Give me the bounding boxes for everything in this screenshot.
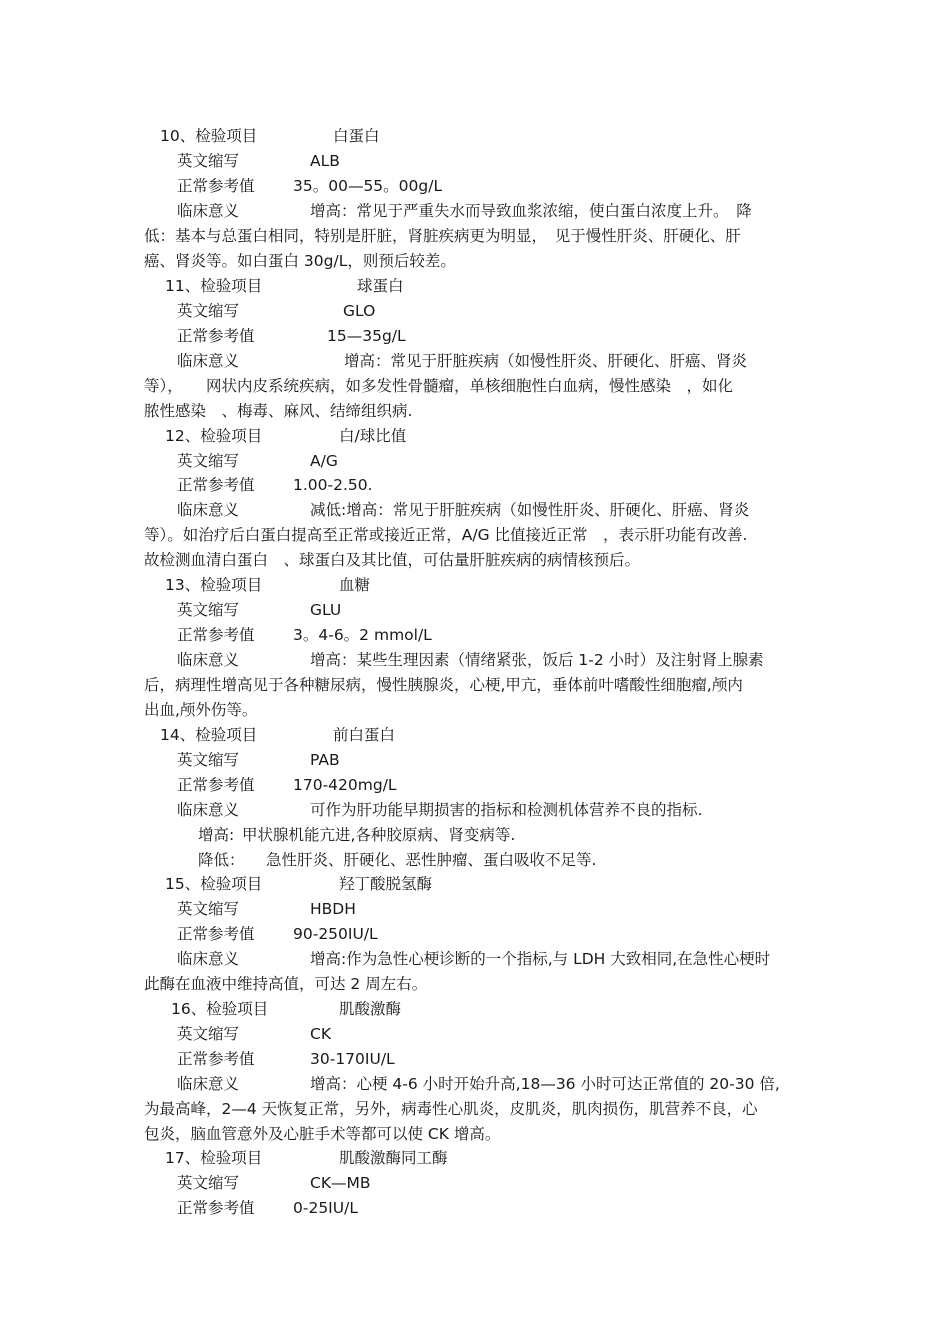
decrease-label: 降低： [198, 851, 245, 869]
ref-label: 正常参考值 [177, 776, 255, 794]
item-number-label: 14、检验项目 [160, 726, 258, 744]
item-number-label: 13、检验项目 [165, 576, 263, 594]
item-name: 前白蛋白 [333, 726, 396, 744]
ref-label: 正常参考值 [177, 177, 255, 195]
ref-label: 正常参考值 [177, 1050, 255, 1068]
clinical-text: 增高：常见于肝脏疾病（如慢性肝炎、肝硬化、肝癌、肾炎 [344, 352, 748, 370]
clinical-label: 临床意义 [177, 950, 240, 968]
abbr-label: 英文缩写 [177, 302, 240, 320]
item-name: 白/球比值 [339, 427, 407, 445]
abbr-value: A/G [310, 452, 338, 470]
abbr-label: 英文缩写 [177, 1174, 240, 1192]
abbr-value: HBDH [310, 900, 356, 918]
abbr-label: 英文缩写 [177, 152, 240, 170]
clinical-text: 低：基本与总蛋白相同，特别是肝脏，肾脏疾病更为明显， 见于慢性肝炎、肝硬化、肝 [144, 227, 741, 245]
clinical-text: 增高:作为急性心梗诊断的一个指标,与 LDH 大致相同,在急性心梗时 [310, 950, 771, 968]
item-name: 肌酸激酶 [339, 1000, 402, 1018]
clinical-text: 增高：某些生理因素（情绪紧张，饭后 1-2 小时）及注射肾上腺素 [310, 651, 764, 669]
clinical-label: 临床意义 [177, 801, 240, 819]
clinical-text: 包炎，脑血管意外及心脏手术等都可以使 CK 增高。 [144, 1125, 501, 1143]
abbr-value: ALB [310, 152, 340, 170]
increase-text: 甲状腺机能亢进,各种胶原病、肾变病等. [242, 826, 516, 844]
clinical-text: 增高：心梗 4-6 小时开始升高,18—36 小时可达正常值的 20-30 倍, [310, 1075, 780, 1093]
clinical-text: 等）， 网状内皮系统疾病，如多发性骨髓瘤，单核细胞性白血病，慢性感染 ，如化 [144, 377, 734, 395]
clinical-text: 脓性感染 、梅毒、麻风、结缔组织病. [144, 402, 413, 420]
item-number-label: 12、检验项目 [165, 427, 263, 445]
clinical-label: 临床意义 [177, 501, 240, 519]
item-name: 肌酸激酶同工酶 [339, 1149, 448, 1167]
item-name: 球蛋白 [357, 277, 404, 295]
item-name: 白蛋白 [333, 127, 380, 145]
abbr-label: 英文缩写 [177, 751, 240, 769]
ref-value: 0-25IU/L [293, 1199, 358, 1217]
ref-value: 15—35g/L [327, 327, 406, 345]
abbr-value: GLO [343, 302, 376, 320]
ref-label: 正常参考值 [177, 476, 255, 494]
clinical-text: 癌、肾炎等。如白蛋白 30g/L，则预后较差。 [144, 252, 456, 270]
clinical-label: 临床意义 [177, 202, 240, 220]
abbr-value: GLU [310, 601, 342, 619]
item-number-label: 16、检验项目 [171, 1000, 269, 1018]
item-number-label: 10、检验项目 [160, 127, 258, 145]
clinical-text: 可作为肝功能早期损害的指标和检测机体营养不良的指标. [310, 801, 703, 819]
clinical-label: 临床意义 [177, 352, 240, 370]
abbr-label: 英文缩写 [177, 1025, 240, 1043]
clinical-text: 出血,颅外伤等。 [144, 701, 258, 719]
item-number-label: 15、检验项目 [165, 875, 263, 893]
clinical-text: 后，病理性增高见于各种糖尿病，慢性胰腺炎，心梗,甲亢，垂体前叶嗜酸性细胞瘤,颅内 [144, 676, 743, 694]
ref-value: 170-420mg/L [293, 776, 397, 794]
item-number-label: 11、检验项目 [165, 277, 263, 295]
item-name: 羟丁酸脱氢酶 [339, 875, 433, 893]
increase-label: 增高: [198, 826, 235, 844]
clinical-label: 临床意义 [177, 651, 240, 669]
ref-label: 正常参考值 [177, 1199, 255, 1217]
abbr-value: CK [310, 1025, 331, 1043]
item-number-label: 17、检验项目 [165, 1149, 263, 1167]
clinical-text: 为最高峰，2—4 天恢复正常，另外，病毒性心肌炎，皮肌炎，肌肉损伤，肌营养不良，心 [144, 1100, 758, 1118]
abbr-label: 英文缩写 [177, 900, 240, 918]
clinical-text: 此酶在血液中维持高值，可达 2 周左右。 [144, 975, 428, 993]
decrease-text: 急性肝炎、肝硬化、恶性肿瘤、蛋白吸收不足等. [266, 851, 597, 869]
abbr-value: CK—MB [310, 1174, 371, 1192]
clinical-text: 减低:增高：常见于肝脏疾病（如慢性肝炎、肝硬化、肝癌、肾炎 [310, 501, 750, 519]
ref-label: 正常参考值 [177, 327, 255, 345]
abbr-label: 英文缩写 [177, 452, 240, 470]
abbr-value: PAB [310, 751, 340, 769]
ref-value: 90-250IU/L [293, 925, 378, 943]
clinical-text: 故检测血清白蛋白 、球蛋白及其比值，可估量肝脏疾病的病情核预后。 [144, 551, 641, 569]
ref-label: 正常参考值 [177, 626, 255, 644]
clinical-text: 等）。如治疗后白蛋白提高至正常或接近正常，A/G 比值接近正常 ，表示肝功能有改善. [144, 526, 748, 544]
clinical-text: 增高：常见于严重失水而导致血浆浓缩，使白蛋白浓度上升。 降 [310, 202, 752, 220]
item-name: 血糖 [339, 576, 371, 594]
ref-value: 3。4-6。2 mmol/L [293, 626, 432, 644]
abbr-label: 英文缩写 [177, 601, 240, 619]
ref-value: 35。00—55。00g/L [293, 177, 443, 195]
clinical-label: 临床意义 [177, 1075, 240, 1093]
ref-value: 1.00-2.50. [293, 476, 373, 494]
ref-label: 正常参考值 [177, 925, 255, 943]
ref-value: 30-170IU/L [310, 1050, 395, 1068]
